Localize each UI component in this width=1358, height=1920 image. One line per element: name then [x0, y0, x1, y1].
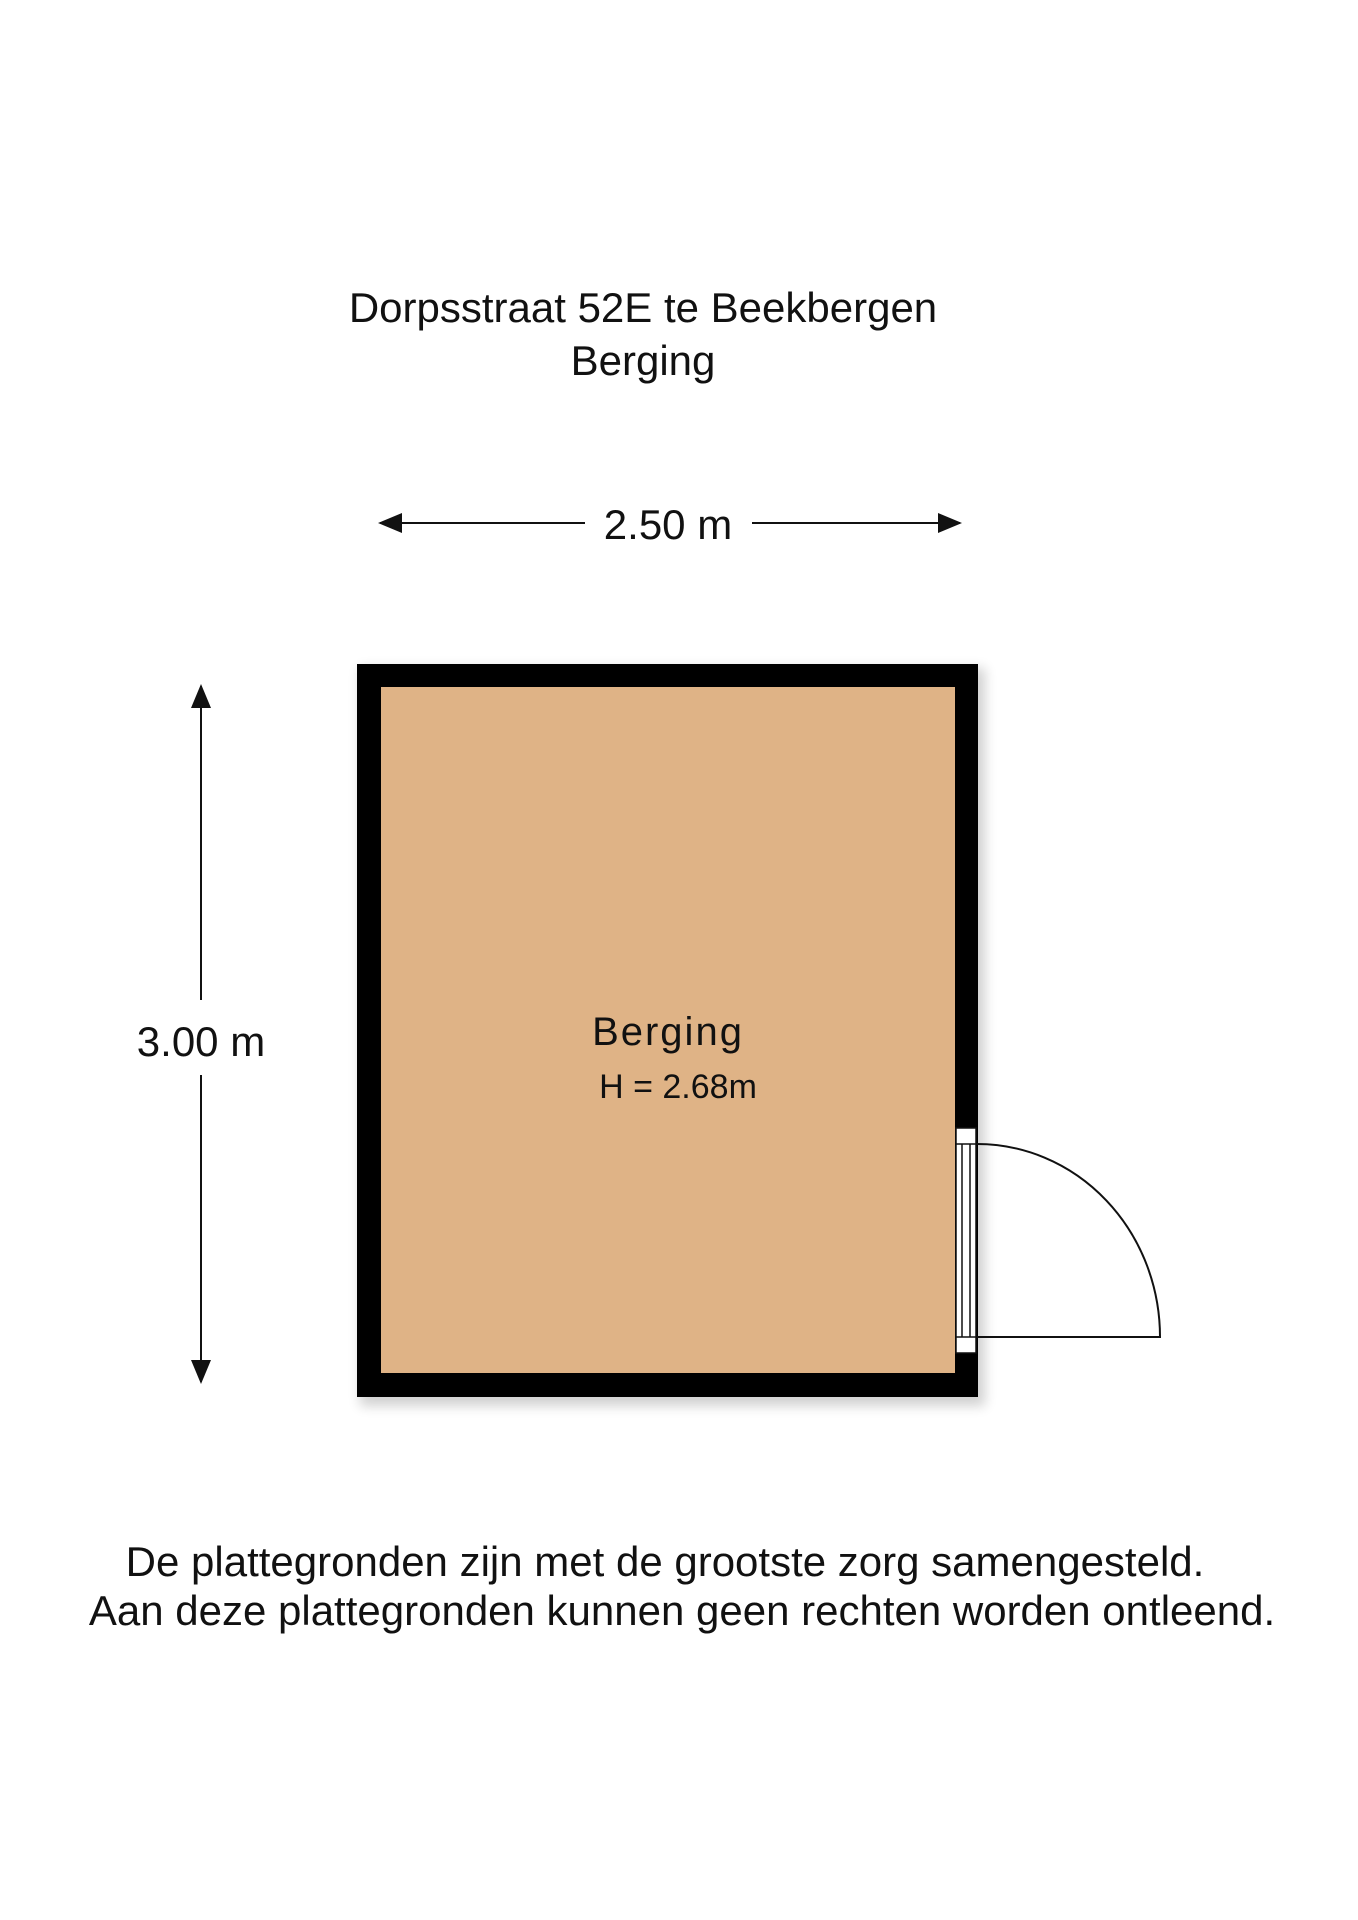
- room-name: Berging: [592, 1010, 744, 1054]
- disclaimer-line-1: De plattegronden zijn met de grootste zorg samengesteld.: [125, 1538, 1205, 1585]
- disclaimer-line-2: Aan deze plattegronden kunnen geen rechten worden ontleend.: [88, 1587, 1276, 1634]
- room-height: H = 2.68m: [599, 1068, 757, 1106]
- door-frame: [956, 1128, 976, 1353]
- door-swing: [977, 1144, 1160, 1337]
- depth-dimension: 3.00 m: [137, 1014, 265, 1070]
- address-title: Dorpsstraat 52E te Beekbergen: [348, 284, 938, 331]
- width-dimension: 2.50 m: [596, 501, 740, 549]
- floor-title: Berging: [570, 337, 716, 384]
